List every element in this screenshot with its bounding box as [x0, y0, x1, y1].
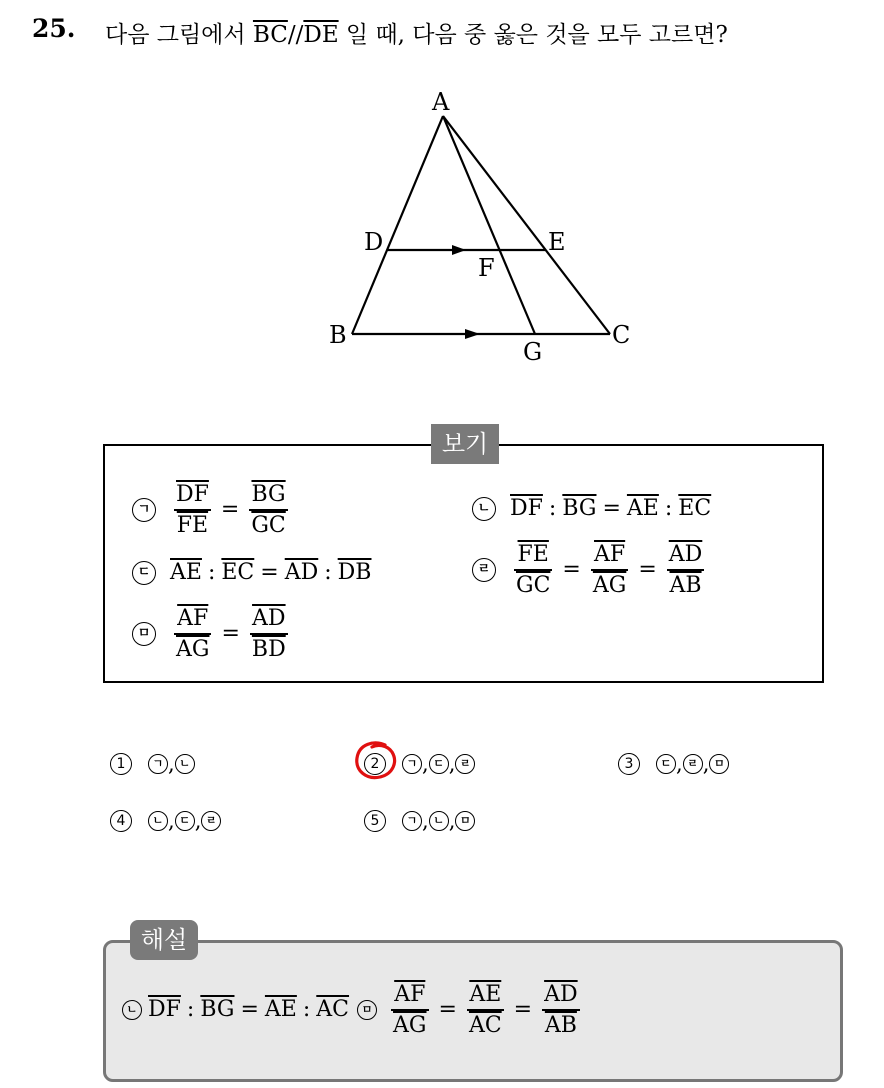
fraction: $\frac{\overline{AD}}{BD}$ — [251, 606, 286, 662]
question-number: 25. — [32, 14, 76, 43]
question-prefix: 다음 그림에서 — [105, 22, 253, 48]
choice-5[interactable]: 5 ㄱ , ㄴ , ㅁ — [364, 809, 475, 833]
selected-answer-circle-icon — [352, 738, 402, 784]
label-a: A — [432, 88, 450, 116]
label-f: F — [478, 254, 495, 282]
marker-d: ㄷ — [132, 561, 156, 585]
bogi-item-g: ㄱ $\frac{\overline{DF}}{FE}$ = $\frac{\overline{BG}}{GC}$ — [132, 482, 292, 538]
parallel-sign: // — [287, 22, 304, 48]
segment-ag — [443, 116, 535, 334]
arrow-de-icon — [452, 245, 466, 255]
label-d: D — [364, 228, 384, 256]
fraction: $\frac{\overline{FE}}{GC}$ — [516, 542, 551, 598]
segment-ab — [352, 116, 443, 334]
segment-ac — [443, 116, 610, 334]
choice-4[interactable]: 4 ㄴ , ㄷ , ㄹ — [110, 809, 221, 833]
solution-line: ㄴ $\overline{DF}$ : $\overline{BG}$ = $\overline{AE}$ : $\overline{AC}$ ㅁ $\frac{\overline{AF}}{AG}$ = $\frac{\overline{AE}}{AC}$ = $\frac{\overline{AD}}{AB}$ — [122, 982, 584, 1038]
fraction: $\frac{\overline{AF}}{AG}$ — [393, 982, 427, 1038]
choice-1[interactable]: 1 ㄱ , ㄴ — [110, 752, 195, 776]
fraction: $\frac{\overline{AF}}{AG}$ — [176, 606, 210, 662]
question-text — [105, 16, 728, 49]
segment-bc: $\overline{BC}$ — [252, 22, 288, 48]
fraction: $\frac{\overline{AE}}{AC}$ — [468, 982, 502, 1038]
marker-n: ㄴ — [472, 497, 496, 521]
fraction: $\frac{\overline{DF}}{FE}$ — [176, 482, 209, 538]
fraction: $\frac{\overline{AF}}{AG}$ — [592, 542, 627, 598]
choice-2[interactable]: 2 ㄱ , ㄷ , ㄹ — [364, 752, 475, 776]
fraction: $\frac{\overline{BG}}{GC}$ — [251, 482, 286, 538]
arrow-bc-icon — [465, 329, 480, 339]
bogi-title: 보기 — [431, 424, 499, 464]
question-suffix: 일 때, 다음 중 옳은 것을 모두 고르면? — [338, 22, 728, 48]
choice-3[interactable]: 3 ㄷ , ㄹ , ㅁ — [618, 752, 729, 776]
solution-marker-n: ㄴ — [122, 1000, 142, 1020]
marker-r: ㄹ — [472, 558, 496, 582]
label-e: E — [548, 228, 566, 256]
marker-g: ㄱ — [132, 498, 156, 522]
bogi-item-n: ㄴ $\overline{DF}$ : $\overline{BG}$ = $\overline{AE}$ : $\overline{EC}$ — [472, 496, 711, 521]
marker-m: ㅁ — [132, 622, 156, 646]
label-c: C — [612, 321, 631, 349]
solution-marker-m: ㅁ — [357, 1000, 377, 1020]
bogi-item-m: ㅁ $\frac{\overline{AF}}{AG}$ = $\frac{\overline{AD}}{BD}$ — [132, 606, 292, 662]
fraction: $\frac{\overline{AD}}{AB}$ — [668, 542, 703, 598]
bogi-item-d: ㄷ $\overline{AE}$ : $\overline{EC}$ = $\overline{AD}$ : $\overline{DB}$ — [132, 560, 371, 585]
label-g: G — [523, 338, 543, 366]
triangle-figure — [300, 80, 650, 380]
bogi-item-r: ㄹ $\frac{\overline{FE}}{GC}$ = $\frac{\overline{AF}}{AG}$ = $\frac{\overline{AD}}{AB}$ — [472, 542, 708, 598]
fraction: $\frac{\overline{AD}}{AB}$ — [544, 982, 578, 1038]
solution-title: 해설 — [130, 920, 198, 960]
label-b: B — [329, 321, 347, 349]
segment-de: $\overline{DE}$ — [303, 22, 339, 48]
